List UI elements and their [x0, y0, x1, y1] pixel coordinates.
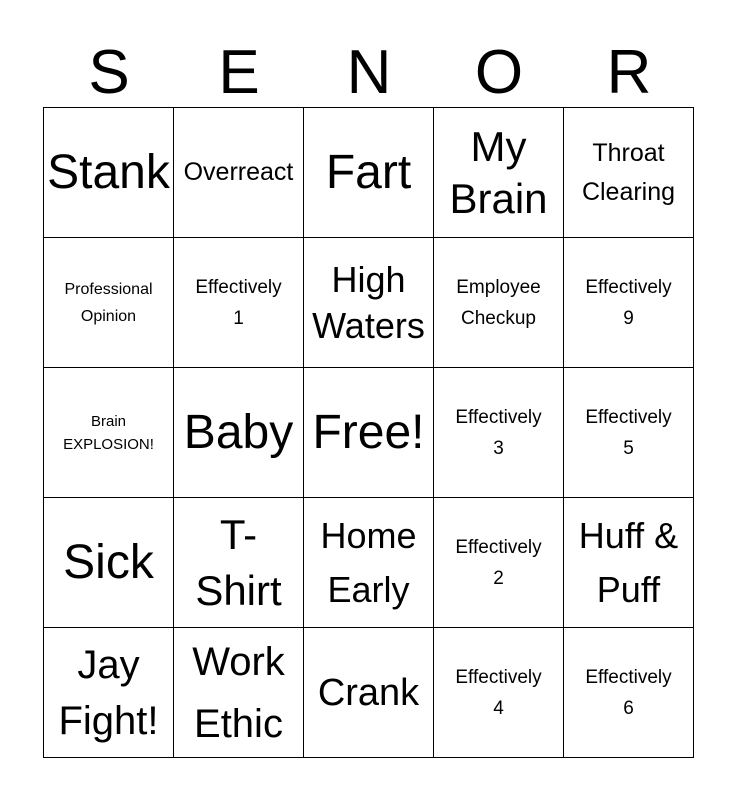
bingo-card-grid	[43, 107, 694, 758]
header-letter-n: N	[346, 38, 392, 107]
cell-text: Brain EXPLOSION!	[63, 412, 154, 453]
bingo-cell[interactable]	[304, 628, 434, 758]
cell-text: Fart	[325, 145, 412, 199]
bingo-header	[44, 40, 694, 106]
cell-text: Throat Clearing	[581, 138, 676, 206]
cell-text: Baby	[183, 405, 294, 459]
bingo-cell[interactable]	[174, 108, 304, 238]
bingo-cell[interactable]	[564, 628, 694, 758]
cell-text: My Brain	[449, 122, 548, 222]
bingo-cell[interactable]	[44, 238, 174, 368]
bingo-cell[interactable]	[44, 108, 174, 238]
bingo-cell[interactable]	[434, 238, 564, 368]
cell-text: Free!	[312, 405, 425, 459]
bingo-cell[interactable]	[44, 628, 174, 758]
cell-text: Professional Opinion	[64, 280, 153, 325]
cell-text: Effectively 6	[585, 666, 672, 719]
cell-text: T- Shirt	[195, 510, 282, 614]
bingo-cell[interactable]	[174, 238, 304, 368]
cell-text: Crank	[317, 671, 420, 714]
bingo-cell[interactable]	[174, 498, 304, 628]
bingo-cell[interactable]	[434, 368, 564, 498]
cell-text: Huff & Puff	[578, 514, 679, 610]
cell-text: Stank	[47, 145, 170, 199]
cell-text: Effectively 4	[455, 666, 542, 719]
cell-text: Overreact	[183, 158, 294, 186]
cell-text: High Waters	[312, 258, 425, 346]
header-letter-o: O	[474, 38, 524, 107]
bingo-cell[interactable]	[174, 628, 304, 758]
bingo-cell[interactable]	[564, 498, 694, 628]
bingo-cell[interactable]	[304, 108, 434, 238]
cell-text: Home Early	[320, 514, 417, 610]
bingo-cell[interactable]	[304, 238, 434, 368]
cell-text: Effectively 2	[455, 536, 542, 589]
bingo-cell[interactable]	[564, 108, 694, 238]
cell-text: Effectively 1	[195, 276, 282, 329]
cell-text: Work Ethic	[192, 639, 285, 746]
bingo-cell[interactable]	[304, 498, 434, 628]
bingo-cell[interactable]	[434, 108, 564, 238]
bingo-cell[interactable]	[44, 368, 174, 498]
header-letter-e: E	[218, 38, 260, 107]
cell-text: Effectively 5	[585, 406, 672, 459]
bingo-cell[interactable]	[174, 368, 304, 498]
cell-text: Effectively 9	[585, 276, 672, 329]
cell-text: Jay Fight!	[58, 642, 159, 743]
cell-text: Employee Checkup	[456, 276, 541, 329]
header-letter-r: R	[606, 38, 652, 107]
bingo-cell[interactable]	[44, 498, 174, 628]
bingo-cell[interactable]	[434, 498, 564, 628]
bingo-cell[interactable]	[304, 368, 434, 498]
cell-text: Sick	[63, 535, 154, 589]
bingo-cell[interactable]	[434, 628, 564, 758]
bingo-cell[interactable]	[564, 238, 694, 368]
bingo-cell[interactable]	[564, 368, 694, 498]
cell-text: Effectively 3	[455, 406, 542, 459]
header-letter-s: S	[88, 38, 130, 107]
